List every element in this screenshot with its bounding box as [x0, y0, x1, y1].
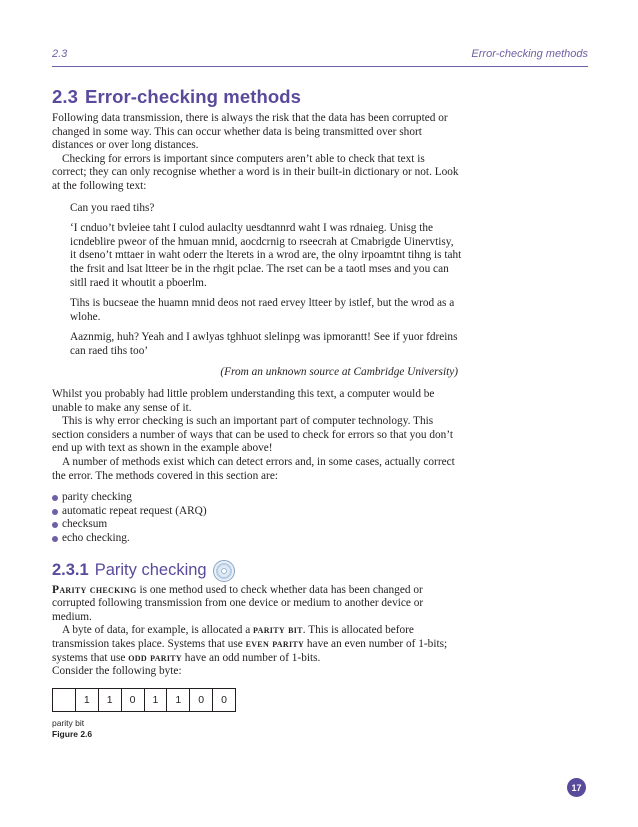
body-paragraph-1: Whilst you probably had little problem understanding this text, a computer would be unable to make any sense of it.: [52, 388, 435, 414]
parity-bit-cell: [53, 689, 75, 711]
section-number: 2.3: [52, 86, 79, 107]
key-term: Parity checking: [52, 583, 137, 596]
subsection-heading: [52, 560, 462, 582]
bit-cell: 1: [166, 689, 189, 711]
sample-text-quote: [70, 202, 462, 380]
quote-source: (From an unknown source at Cambridge University): [220, 365, 458, 378]
key-term: even parity: [245, 638, 305, 650]
bit-cell: 0: [121, 689, 144, 711]
page-number: 17: [567, 778, 586, 797]
bit-cell: 1: [75, 689, 98, 711]
body-paragraph-2: This is why error checking is such an important part of computer technology. This section considers a number of ways that can be used to check for errors so that you don’t end up with text as shown in the example above!: [52, 415, 454, 455]
section-heading: [52, 86, 462, 108]
key-term: parity bit: [253, 624, 303, 637]
header-rule: [52, 66, 588, 67]
list-item: automatic repeat request (ARQ): [52, 505, 462, 519]
subsection-number: 2.3.1: [52, 561, 89, 580]
bullet-icon: [52, 495, 58, 501]
section-title: Error-checking methods: [85, 86, 302, 107]
bullet-icon: [52, 509, 58, 515]
methods-list: [52, 491, 462, 545]
parity-bit-caption: parity bit: [52, 717, 85, 728]
intro-paragraph-1: Following data transmission, there is always the risk that the data has been corrupted or changed in some way. This can occur whether data is being transmitted over short distances or over long distances.: [52, 112, 448, 152]
parity-paragraph-3: Consider the following byte:: [52, 665, 182, 678]
parity-paragraph-2: A byte of data, for example, is allocated a parity bit. This is allocated before transmission takes place. Systems that use even parity have an even number of 1-bits; systems that use odd parity have an odd number of 1-bits.: [52, 624, 448, 664]
bullet-icon: [52, 522, 58, 528]
quote-line-1: Can you raed tihs?: [70, 201, 155, 214]
byte-diagram: [52, 688, 236, 712]
bit-cell: 0: [212, 689, 235, 711]
quote-line-4: Aaznmig, huh? Yeah and I awlyas tghhuot slelinpg was ipmorantt! See if yuor fdreins can raed tihs too’: [70, 331, 458, 357]
quote-line-2: ‘I cnduo’t bvleiee taht I culod aulaclty uesdtannrd waht I was rdnaieg. Unisg the icndeblire pweor of the hmuan mnid, aocdcrnig to rseecrah at Cmabrigde Uinervtisy, it dseno’t mttaer in waht oderr the lterets in a wrod are, the olny irpoamtnt tihng is taht the frsit and lsat ltteer be in the rhgit pclae. The rset can be a taotl mses and you can sitll raed it whoutit a pboerlm.: [70, 222, 462, 289]
body-paragraph-3: A number of methods exist which can detect errors and, in some cases, actually correct the error. The methods covered in this section are:: [52, 456, 455, 482]
page-content: [52, 86, 462, 739]
subsection-title: Parity checking: [94, 561, 207, 580]
running-head-section: 2.3: [52, 48, 68, 60]
bullet-icon: [52, 536, 58, 542]
list-item: echo checking.: [52, 532, 462, 546]
bit-cell: 1: [98, 689, 121, 711]
list-item: parity checking: [52, 491, 462, 505]
running-head-title: Error-checking methods: [471, 48, 588, 60]
bit-cell: 0: [189, 689, 212, 711]
intro-paragraph-2: Checking for errors is important since computers aren’t able to check that text is correct; they can only recognise whether a word is in their built-in dictionary or not. Look at the following text:: [52, 152, 459, 192]
cd-rom-icon[interactable]: [213, 560, 235, 582]
quote-line-3: Tihs is bucseae the huamn mnid deos not raed ervey ltteer by istlef, but the wrod as a wlohe.: [70, 297, 455, 323]
bit-cell: 1: [144, 689, 167, 711]
figure-label: Figure 2.6: [52, 728, 93, 739]
list-item: checksum: [52, 518, 462, 532]
parity-paragraph-1: Parity checking is one method used to check whether data has been changed or corrupted following transmission from one device or medium to another device or medium.: [52, 583, 424, 623]
key-term: odd parity: [128, 651, 182, 664]
